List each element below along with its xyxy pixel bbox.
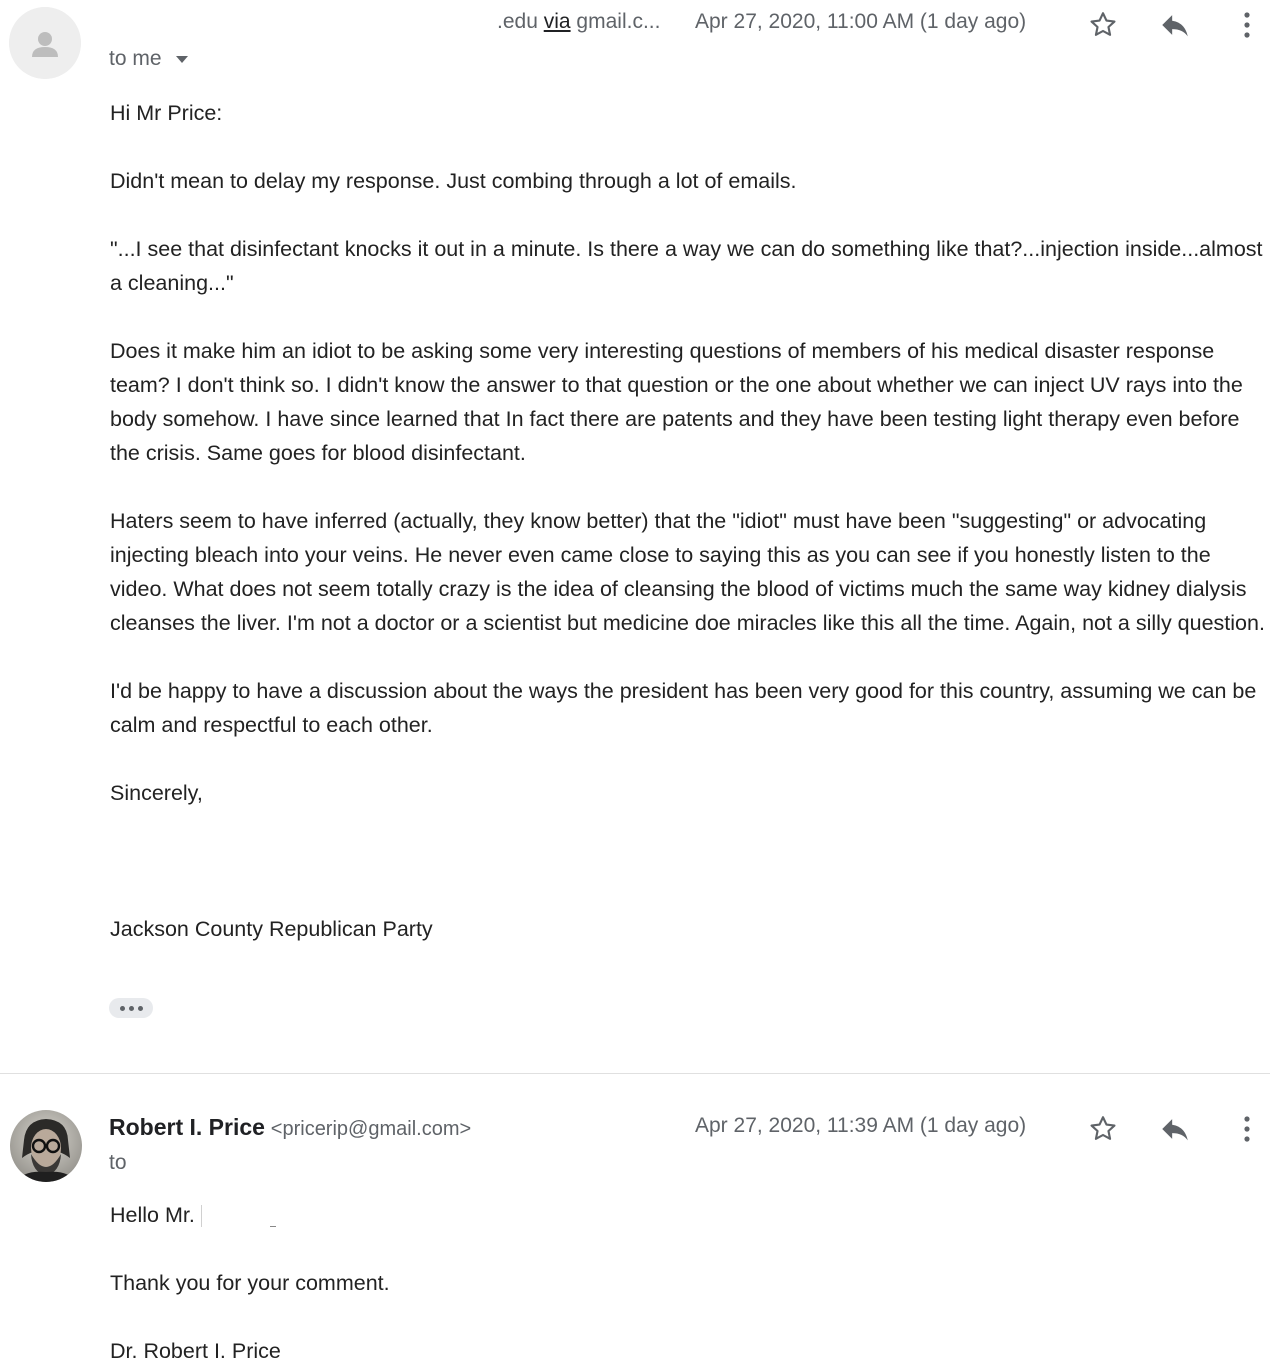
- sender-avatar[interactable]: [9, 7, 81, 79]
- reply-button[interactable]: [1155, 1109, 1195, 1149]
- recipient-line[interactable]: [109, 1151, 127, 1175]
- signature: Dr. Robert I. Price: [110, 1339, 281, 1363]
- dot: [120, 1006, 125, 1011]
- sender-address[interactable]: .edu: [497, 10, 538, 33]
- sender-avatar[interactable]: [10, 1110, 82, 1182]
- recipient-line[interactable]: [109, 47, 189, 71]
- body-paragraph: "...I see that disinfectant knocks it out in a minute. Is there a way we can do something like that?...injection inside...almost a cleaning...": [110, 237, 1263, 295]
- recipient-label: to me: [109, 47, 162, 70]
- greeting: Hello Mr.: [110, 1203, 195, 1227]
- body-paragraph: Does it make him an idiot to be asking some very interesting questions of members of his medical disaster response team? I don't think so. I didn't know the answer to that question or the one about whether we can inject UV rays into the body somehow. I have since learned that In fact there are patents and they have been testing light therapy even before the crisis. Same goes for blood disinfectant.: [110, 339, 1243, 465]
- body-paragraph: I'd be happy to have a discussion about the ways the president has been very good for this country, assuming we can be calm and respectful to each other.: [110, 679, 1257, 737]
- message-body: [110, 1198, 1265, 1368]
- body-paragraph: [110, 1198, 1265, 1232]
- dot: [129, 1006, 134, 1011]
- reply-button[interactable]: [1155, 5, 1195, 45]
- redacted-name: [201, 1205, 280, 1227]
- body-paragraph: Didn't mean to delay my response. Just combing through a lot of emails.: [110, 169, 797, 193]
- sender-line: [497, 10, 660, 34]
- person-icon: [9, 7, 81, 79]
- sender-line: [109, 1114, 471, 1141]
- message-date: Apr 27, 2020, 11:39 AM (1 day ago): [695, 1114, 1027, 1137]
- message-date: Apr 27, 2020, 11:00 AM (1 day ago): [695, 10, 1027, 33]
- star-button[interactable]: [1083, 5, 1123, 45]
- reply-icon: [1158, 1112, 1192, 1146]
- more-vert-icon: [1242, 1114, 1252, 1144]
- sender-name[interactable]: Robert I. Price: [109, 1114, 265, 1140]
- star-button[interactable]: [1083, 1109, 1123, 1149]
- sender-email: <pricerip@gmail.com>: [270, 1118, 472, 1140]
- more-options-button[interactable]: [1227, 5, 1267, 45]
- body-paragraph: Sincerely,: [110, 781, 203, 805]
- body-paragraph: Thank you for your comment.: [110, 1271, 390, 1295]
- more-vert-icon: [1242, 10, 1252, 40]
- body-paragraph: Hi Mr Price:: [110, 101, 223, 125]
- email-message-2: [0, 1074, 1270, 1370]
- show-trimmed-content-button[interactable]: [109, 998, 153, 1018]
- via-domain: gmail.c...: [576, 10, 661, 33]
- via-link[interactable]: via: [543, 10, 571, 33]
- more-options-button[interactable]: [1227, 1109, 1267, 1149]
- body-paragraph: Haters seem to have inferred (actually, they know better) that the "idiot" must have been "suggesting" or advocating injecting bleach into your veins. He never even came close to saying this as you can see if you honestly listen to the video. What does not seem totally crazy is the idea of cleansing the blood of victims much the same way kidney dialysis cleanses the liver. I'm not a doctor or a scientist but medicine doe miracles like this all the time. Again, not a silly question.: [110, 509, 1265, 635]
- signature: Jackson County Republican Party: [110, 917, 433, 941]
- star-icon: [1087, 1113, 1119, 1145]
- message-body: [110, 96, 1265, 946]
- profile-photo: [10, 1110, 82, 1182]
- recipient-label: to: [109, 1151, 127, 1174]
- dot: [138, 1006, 143, 1011]
- caret-down-icon[interactable]: [175, 54, 189, 64]
- reply-icon: [1158, 8, 1192, 42]
- star-icon: [1087, 9, 1119, 41]
